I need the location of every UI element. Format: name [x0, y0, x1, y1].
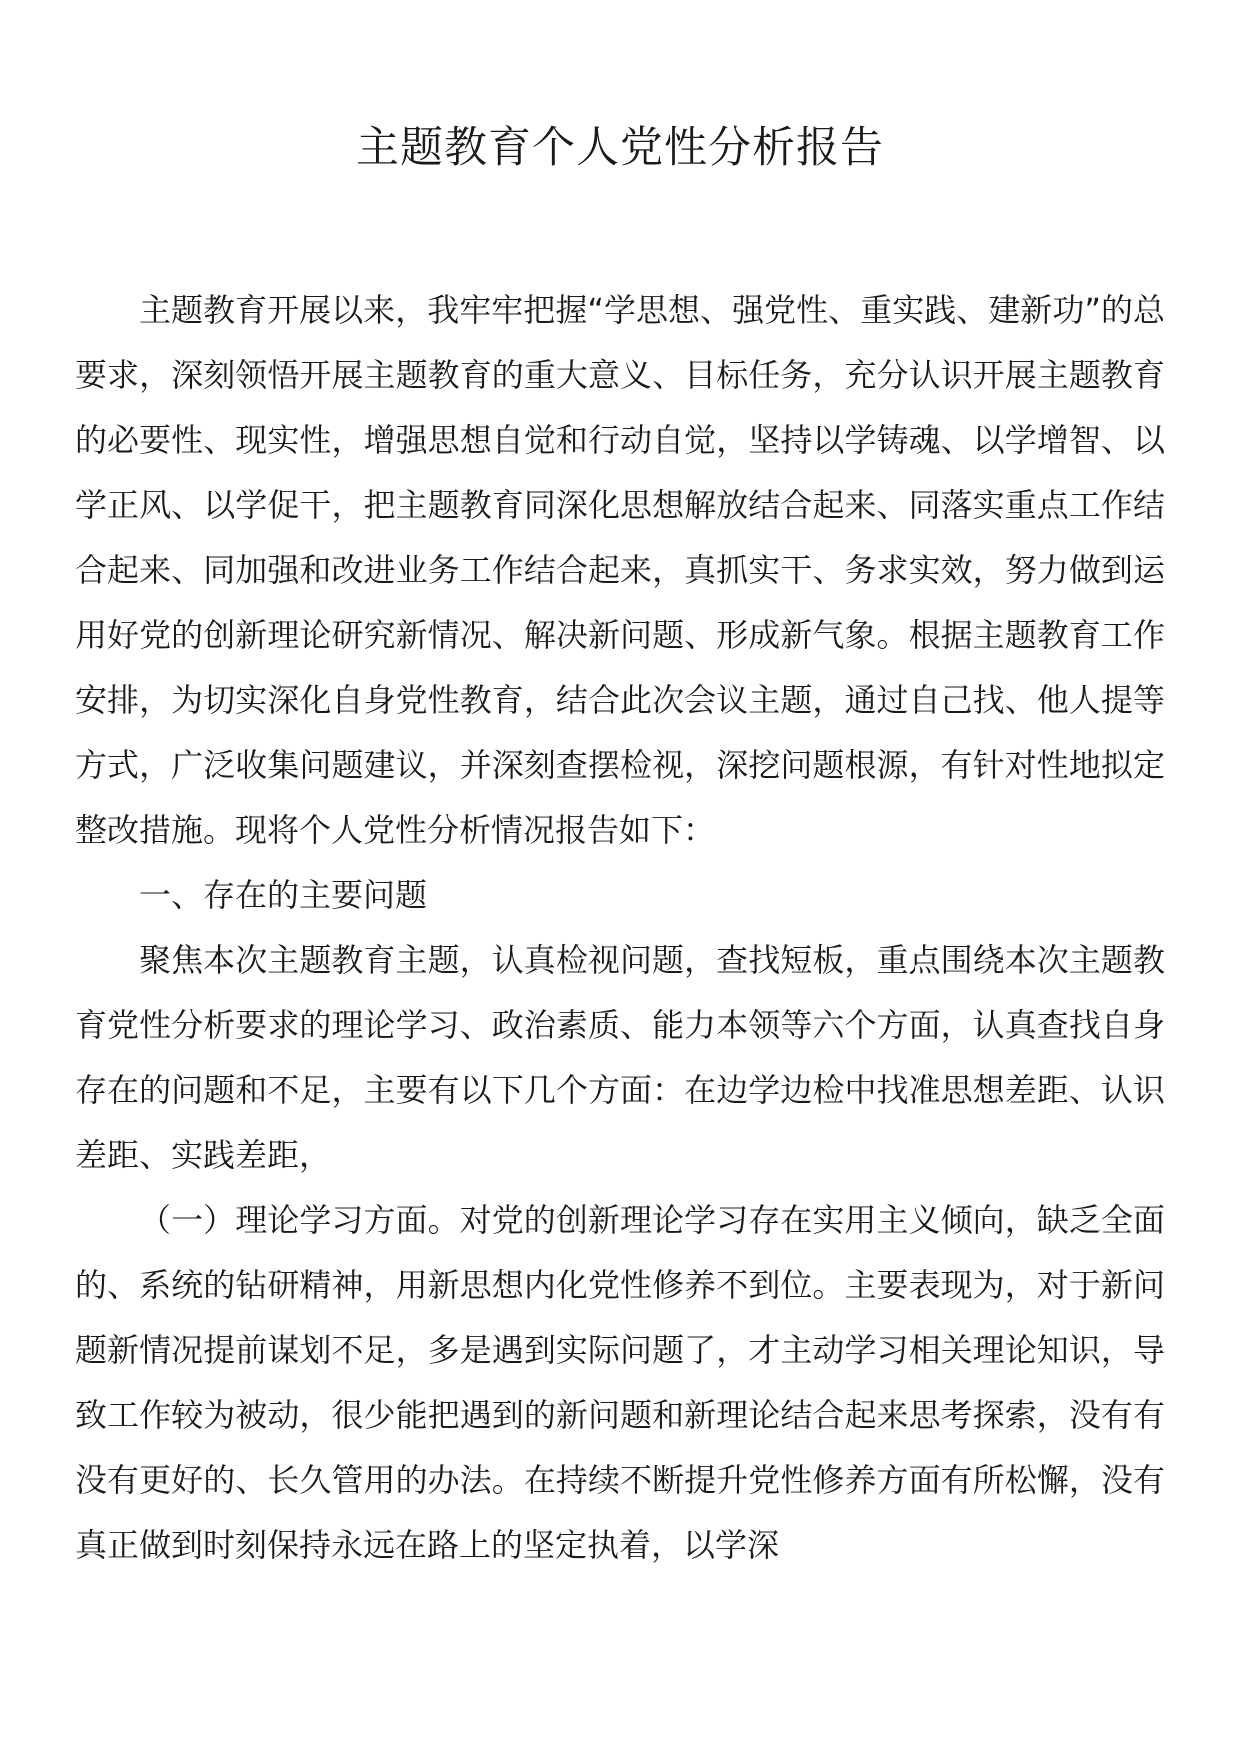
document-body: [75, 278, 1165, 1578]
problems-overview-paragraph: 聚焦本次主题教育主题，认真检视问题，查找短板，重点围绕本次主题教育党性分析要求的理论学习、政治素质、能力本领等六个方面，认真查找自身存在的问题和不足，主要有以下几个方面：在边学边检中找准思想差距、认识差距、实践差距，: [75, 941, 1165, 1174]
section-heading-main-problems: 一、存在的主要问题: [139, 876, 428, 914]
theory-study-paragraph: （一）理论学习方面。对党的创新理论学习存在实用主义倾向，缺乏全面的、系统的钻研精神，用新思想内化党性修养不到位。主要表现为，对于新问题新情况提前谋划不足，多是遇到实际问题了，才主动学习相关理论知识，导致工作较为被动，很少能把遇到的新问题和新理论结合起来思考探索，没有有没有更好的、长久管用的办法。在持续不断提升党性修养方面有所松懈，没有真正做到时刻保持永远在路上的坚定执着，以学深: [75, 1201, 1165, 1564]
intro-paragraph: 主题教育开展以来，我牢牢把握“学思想、强党性、重实践、建新功”的总要求，深刻领悟开展主题教育的重大意义、目标任务，充分认识开展主题教育的必要性、现实性，增强思想自觉和行动自觉，坚持以学铸魂、以学增智、以学正风、以学促干，把主题教育同深化思想解放结合起来、同落实重点工作结合起来、同加强和改进业务工作结合起来，真抓实干、务求实效，努力做到运用好党的创新理论研究新情况、解决新问题、形成新气象。根据主题教育工作安排，为切实深化自身党性教育，结合此次会议主题，通过自己找、他人提等方式，广泛收集问题建议，并深刻查摆检视，深挖问题根源，有针对性地拟定整改措施。现将个人党性分析情况报告如下：: [75, 291, 1165, 849]
document-title: 主题教育个人党性分析报告: [356, 123, 884, 173]
